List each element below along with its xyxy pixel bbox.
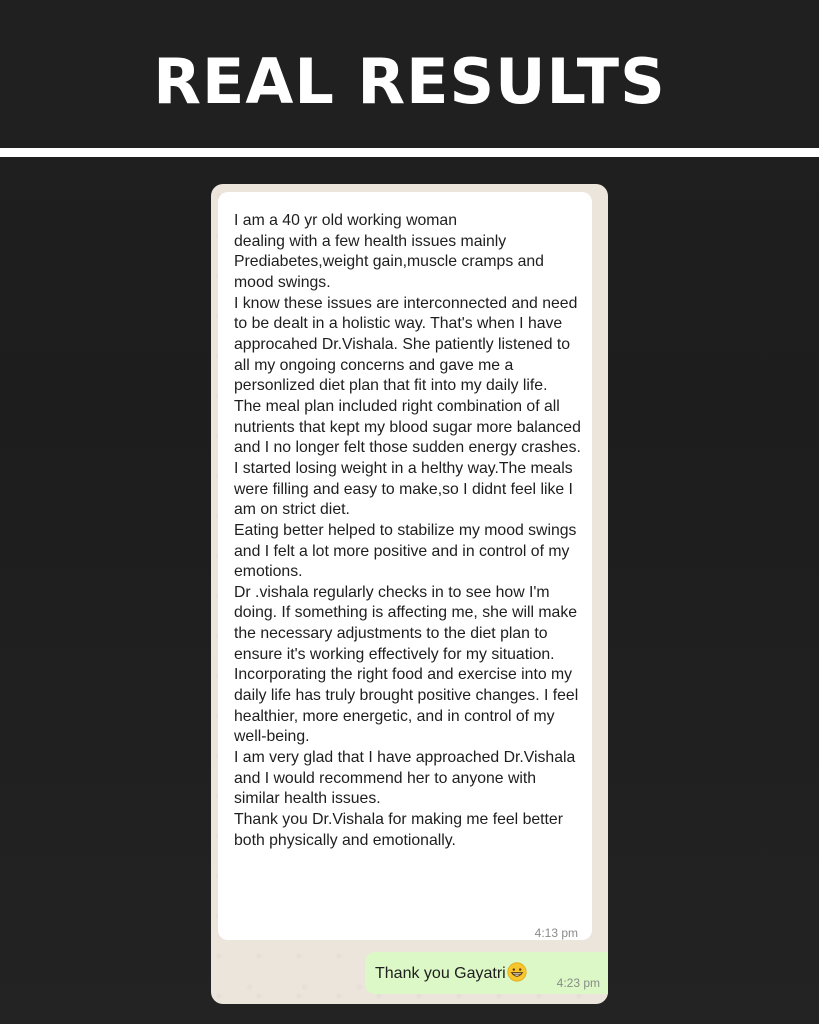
incoming-message-timestamp: 4:13 pm — [534, 926, 578, 940]
incoming-message-bubble — [218, 192, 592, 940]
incoming-message-text: I am a 40 yr old working woman dealing with a few health issues mainly Prediabetes,weight gain,muscle cramps and mood swings. I know these issues are interconnected and need to be dealt in a holistic way. That's when I have approcahed Dr.Vishala. She patiently listened to all my ongoing concerns and gave me a personlized diet plan that fit into my daily life. The meal plan included right combination of all nutrients that kept my blood sugar more balanced and I no longer felt those sudden energy crashes. I started losing weight in a helthy way.The meals were filling and easy to make,so I didnt feel like I am on strict diet. Eating better helped to stabilize my mood swings and I felt a lot more positive and in control of my emotions. Dr .vishala regularly checks in to see how I'm doing. If something is affecting me, she will make the necessary adjustments to the diet plan to ensure it's working effectively for my situation. Incorporating the right food and exercise into my daily life has truly brought positive changes. I feel healthier, more energetic, and in control of my well-being. I am very glad that I have approached Dr.Vishala and I would recommend her to anyone with similar health issues. Thank you Dr.Vishala for making me feel better both physically and emotionally. — [234, 212, 581, 849]
header-band — [0, 0, 819, 147]
page-title: REAL RESULTS — [153, 45, 666, 118]
outgoing-message-bubble — [365, 952, 608, 994]
outgoing-message-text: Thank you Gayatri — [375, 965, 506, 982]
outgoing-message — [375, 962, 527, 983]
grinning-face-icon — [507, 962, 527, 982]
divider-line — [0, 148, 819, 157]
chat-screenshot — [211, 184, 608, 1004]
outgoing-message-timestamp: 4:23 pm — [556, 976, 600, 990]
